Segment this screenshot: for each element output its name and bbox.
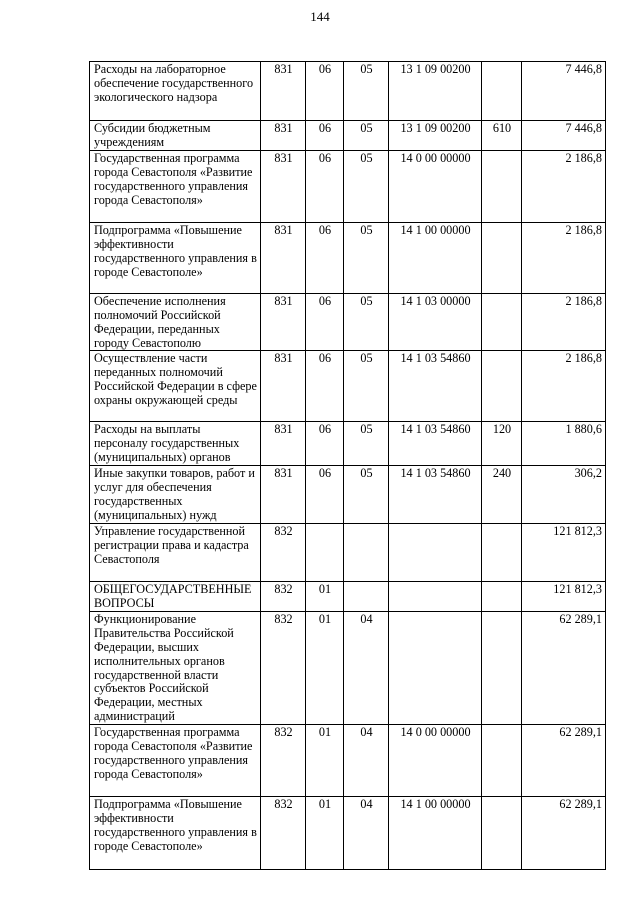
subsection-code: 05 [344, 150, 389, 222]
section-code: 06 [306, 150, 344, 222]
section-code: 06 [306, 466, 344, 524]
subsection-code [344, 524, 389, 582]
expense-name: Государственная программа города Севастополя «Развитие государственного управления города Севастополя» [90, 725, 261, 797]
ministry-code: 831 [261, 466, 306, 524]
amount: 62 289,1 [522, 725, 606, 797]
ministry-code: 832 [261, 611, 306, 724]
amount: 121 812,3 [522, 582, 606, 612]
expense-type: 120 [482, 422, 522, 466]
amount: 2 186,8 [522, 150, 606, 222]
ministry-code: 832 [261, 524, 306, 582]
table-row [90, 466, 606, 524]
table-row [90, 62, 606, 121]
table-row [90, 524, 606, 582]
expense-type [482, 150, 522, 222]
section-code: 06 [306, 422, 344, 466]
target-article: 14 1 03 54860 [389, 422, 482, 466]
section-code: 01 [306, 582, 344, 612]
table-row [90, 611, 606, 724]
target-article [389, 611, 482, 724]
expense-type [482, 351, 522, 422]
ministry-code: 832 [261, 797, 306, 870]
expense-name: Обеспечение исполнения полномочий Российской Федерации, переданных городу Севастополю [90, 293, 261, 351]
expense-type [482, 725, 522, 797]
expense-name: Субсидии бюджетным учреждениям [90, 121, 261, 151]
expense-name: Подпрограмма «Повышение эффективности государственного управления в городе Севастополе» [90, 222, 261, 293]
section-code: 01 [306, 611, 344, 724]
ministry-code: 831 [261, 62, 306, 121]
table-row [90, 150, 606, 222]
subsection-code: 05 [344, 293, 389, 351]
target-article [389, 582, 482, 612]
target-article: 14 1 03 00000 [389, 293, 482, 351]
expense-name: ОБЩЕГОСУДАРСТВЕННЫЕ ВОПРОСЫ [90, 582, 261, 612]
subsection-code: 04 [344, 797, 389, 870]
ministry-code: 831 [261, 150, 306, 222]
table-row [90, 422, 606, 466]
amount: 7 446,8 [522, 121, 606, 151]
amount: 121 812,3 [522, 524, 606, 582]
budget-table [89, 61, 606, 870]
expense-name: Иные закупки товаров, работ и услуг для обеспечения государственных (муниципальных) нужд [90, 466, 261, 524]
ministry-code: 831 [261, 351, 306, 422]
subsection-code [344, 582, 389, 612]
section-code [306, 524, 344, 582]
amount: 2 186,8 [522, 351, 606, 422]
table-row [90, 293, 606, 351]
ministry-code: 831 [261, 222, 306, 293]
section-code: 01 [306, 797, 344, 870]
amount: 62 289,1 [522, 797, 606, 870]
section-code: 06 [306, 62, 344, 121]
ministry-code: 832 [261, 582, 306, 612]
target-article: 14 1 00 00000 [389, 222, 482, 293]
expense-type [482, 797, 522, 870]
expense-type [482, 293, 522, 351]
subsection-code: 05 [344, 466, 389, 524]
target-article: 13 1 09 00200 [389, 121, 482, 151]
expense-name: Подпрограмма «Повышение эффективности государственного управления в городе Севастополе» [90, 797, 261, 870]
target-article: 14 1 00 00000 [389, 797, 482, 870]
subsection-code: 05 [344, 422, 389, 466]
expense-name: Расходы на лабораторное обеспечение государственного экологического надзора [90, 62, 261, 121]
expense-type [482, 582, 522, 612]
amount: 2 186,8 [522, 293, 606, 351]
expense-type [482, 222, 522, 293]
expense-name: Расходы на выплаты персоналу государственных (муниципальных) органов [90, 422, 261, 466]
table-row [90, 725, 606, 797]
target-article: 14 1 03 54860 [389, 351, 482, 422]
ministry-code: 832 [261, 725, 306, 797]
amount: 2 186,8 [522, 222, 606, 293]
expense-name: Функционирование Правительства Российской Федерации, высших исполнительных органов государственной власти субъектов Российской Федерации, местных администраций [90, 611, 261, 724]
expense-type [482, 62, 522, 121]
page-number: 144 [310, 9, 330, 24]
section-code: 06 [306, 293, 344, 351]
expense-name: Государственная программа города Севастополя «Развитие государственного управления города Севастополя» [90, 150, 261, 222]
ministry-code: 831 [261, 293, 306, 351]
section-code: 06 [306, 351, 344, 422]
subsection-code: 05 [344, 351, 389, 422]
table-row [90, 797, 606, 870]
table-row [90, 222, 606, 293]
amount: 62 289,1 [522, 611, 606, 724]
subsection-code: 05 [344, 222, 389, 293]
table-row [90, 351, 606, 422]
expense-name: Управление государственной регистрации права и кадастра Севастополя [90, 524, 261, 582]
expense-type: 610 [482, 121, 522, 151]
amount: 306,2 [522, 466, 606, 524]
section-code: 06 [306, 222, 344, 293]
subsection-code: 05 [344, 62, 389, 121]
section-code: 06 [306, 121, 344, 151]
target-article: 13 1 09 00200 [389, 62, 482, 121]
amount: 1 880,6 [522, 422, 606, 466]
table-row [90, 582, 606, 612]
target-article: 14 0 00 00000 [389, 150, 482, 222]
amount: 7 446,8 [522, 62, 606, 121]
target-article: 14 1 03 54860 [389, 466, 482, 524]
ministry-code: 831 [261, 422, 306, 466]
table-row [90, 121, 606, 151]
section-code: 01 [306, 725, 344, 797]
target-article [389, 524, 482, 582]
expense-type [482, 524, 522, 582]
subsection-code: 04 [344, 725, 389, 797]
target-article: 14 0 00 00000 [389, 725, 482, 797]
subsection-code: 04 [344, 611, 389, 724]
expense-name: Осуществление части переданных полномочий Российской Федерации в сфере охраны окружающей среды [90, 351, 261, 422]
expense-type: 240 [482, 466, 522, 524]
subsection-code: 05 [344, 121, 389, 151]
expense-type [482, 611, 522, 724]
ministry-code: 831 [261, 121, 306, 151]
